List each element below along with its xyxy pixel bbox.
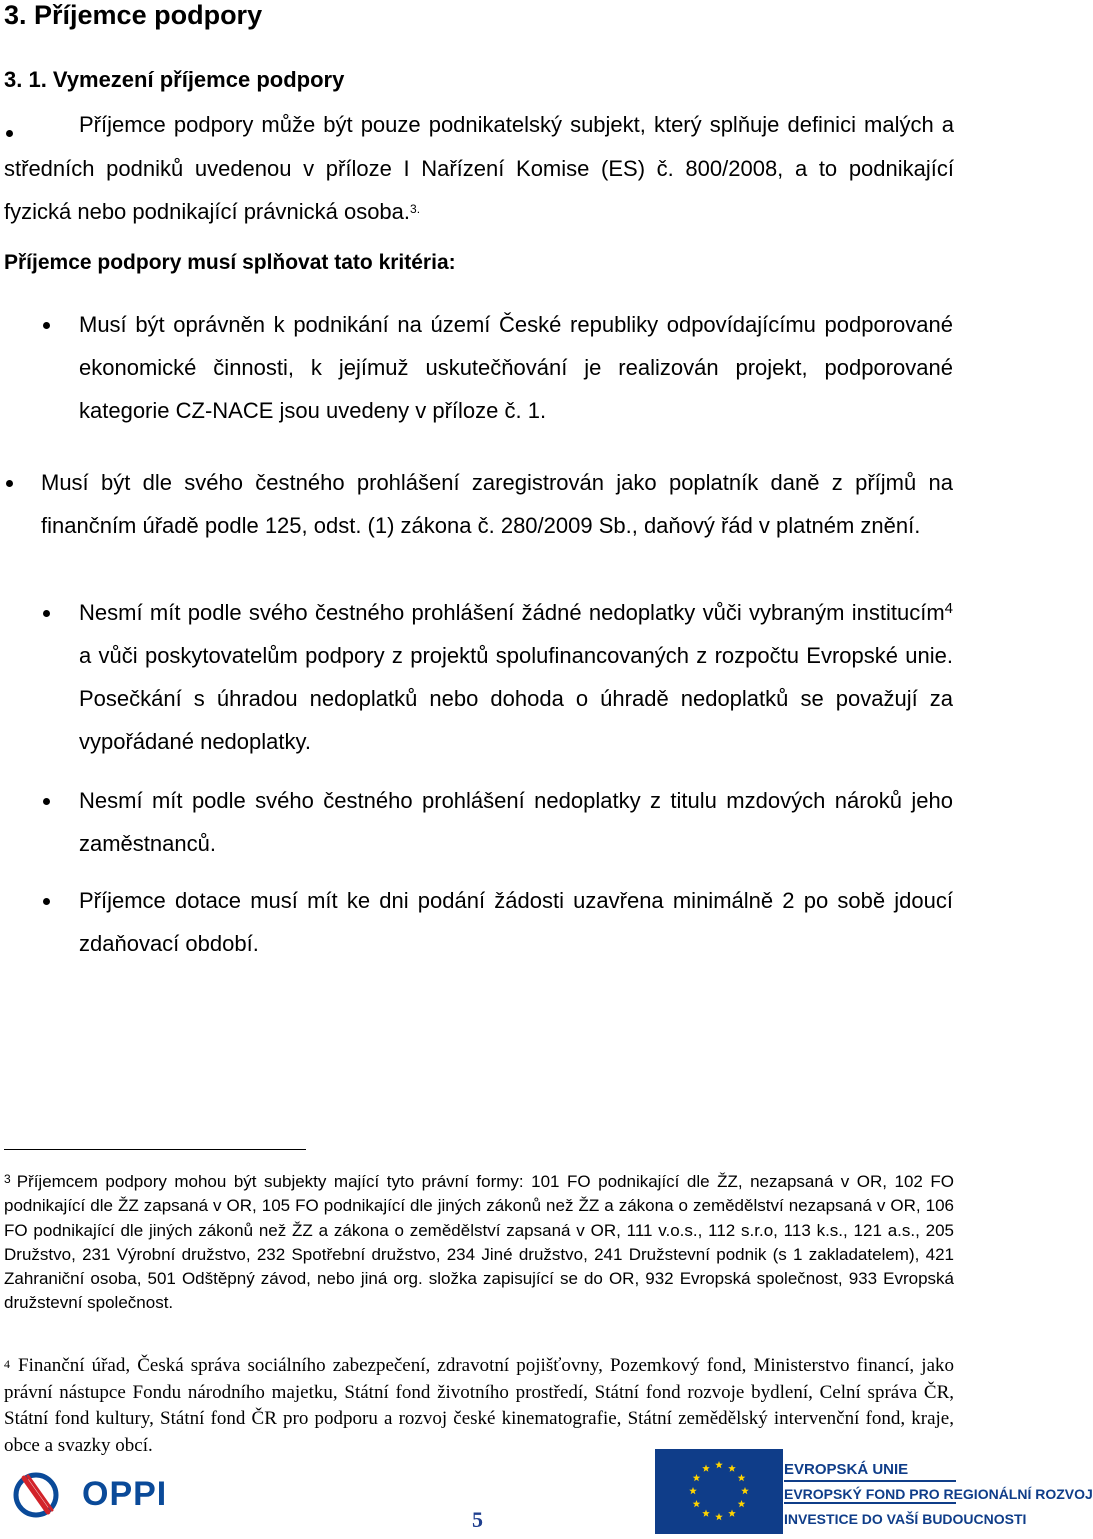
bullet-icon: [6, 480, 13, 487]
definition-paragraph: [4, 103, 954, 234]
criteria-heading: Příjemce podpory musí splňovat tato kritéria:: [4, 251, 456, 274]
footnote-3: [4, 1170, 954, 1316]
bullet-icon: [43, 610, 50, 617]
footnote-ref-3[interactable]: 3.: [410, 202, 421, 216]
eu-line-1: EVROPSKÁ UNIE: [784, 1461, 909, 1478]
footnote-number: 3: [4, 1172, 11, 1186]
eu-line-2: EVROPSKÝ FOND PRO REGIONÁLNÍ ROZVOJ: [784, 1486, 1093, 1502]
criteria-item: Nesmí mít podle svého čestného prohlášení nedoplatky z titulu mzdových nároků jeho zaměstnanců.: [79, 788, 953, 856]
oppi-logo-text: OPPI: [82, 1475, 168, 1513]
footnote-4: [4, 1353, 954, 1459]
eu-flag-icon: [655, 1449, 783, 1534]
footnote-number: 4: [4, 1357, 10, 1371]
definition-text: Příjemce podpory může být pouze podnikatelský subjekt, který splňuje definici malých a středních podniků uvedenou v příloze I Nařízení Komise (ES) č. 800/2008, a to podnikající fyzická nebo podnikající právnická osoba.: [4, 112, 954, 224]
bullet-icon: [43, 798, 50, 805]
criteria-item: Musí být oprávněn k podnikání na území České republiky odpovídajícímu podporované ekonomické činnosti, k jejímuž uskutečňování je realizován projekt, podporované kategorie CZ-NACE jsou uvedeny v příloze č. 1.: [79, 312, 953, 423]
page-number: 5: [472, 1507, 483, 1532]
eu-divider: [784, 1480, 956, 1482]
footnote-text: Finanční úřad, Česká správa sociálního zabezpečení, zdravotní pojišťovny, Pozemkový fond, Ministerstvo financí, jako právní nástupce Fondu národního majetku, Státní fond životního prostředí, Státní fond rozvoje bydlení, Celní správa ČR, Státní fond kultury, Státní fond ČR pro podporu a rozvoj české kinematografie, Státní zemědělský intervenční fond, kraje, obce a svazky obcí.: [4, 1355, 954, 1456]
section-title: 3. Příjemce podpory: [4, 0, 263, 30]
bullet-icon: [43, 898, 50, 905]
subsection-title: 3. 1. Vymezení příjemce podpory: [4, 67, 345, 92]
criteria-item: Nesmí mít podle svého čestného prohlášení žádné nedoplatky vůči vybraným institucím$^4$ a vůči poskytovatelům podpory z projektů spolufinancovaných z rozpočtu Evropské unie. Posečkání s úhradou nedoplatků nebo dohoda o úhradě nedoplatků se považují za vypořádané nedoplatky.: [79, 600, 953, 754]
criteria-item: Příjemce dotace musí mít ke dni podání žádosti uzavřena minimálně 2 po sobě jdoucí zdaňovací období.: [79, 888, 953, 956]
bullet-icon: [43, 322, 50, 329]
footnote-separator: [4, 1149, 306, 1150]
footnote-ref-4[interactable]: 4: [944, 600, 953, 617]
eu-divider: [784, 1502, 956, 1504]
eu-text-block: [784, 1459, 1093, 1534]
footnote-text: Příjemcem podpory mohou být subjekty mající tyto právní formy: 101 FO podnikající dle ŽZ, nezapsaná v OR, 102 FO podnikající dle ŽZ zapsaná v OR, 105 FO podnikající dle jiných zákonů než ŽZ a zákona o zemědělství nezapsaná v OR, 106 FO podnikající dle jiných zákonů než ŽZ a zákona o zemědělství zapsaná v OR, 111 v.o.s., 112 s.r.o, 113 k.s., 121 a.s., 205 Družstvo, 231 Výrobní družstvo, 232 Spotřební družstvo, 234 Jiné družstvo, 241 Družstevní podnik (s 1 zakladatelem), 421 Zahraniční osoba, 501 Odštěpný závod, nebo jiná org. složka zapisující se do OR, 932 Evropská společnost, 933 Evropská družstevní společnost.: [4, 1172, 954, 1313]
criteria-item: Musí být dle svého čestného prohlášení zaregistrován jako poplatník daně z příjmů na finančním úřadě podle 125, odst. (1) zákona č. 280/2009 Sb., daňový řád v platném znění.: [41, 470, 953, 538]
eu-line-3: INVESTICE DO VAŠÍ BUDOUCNOSTI: [784, 1511, 1027, 1527]
